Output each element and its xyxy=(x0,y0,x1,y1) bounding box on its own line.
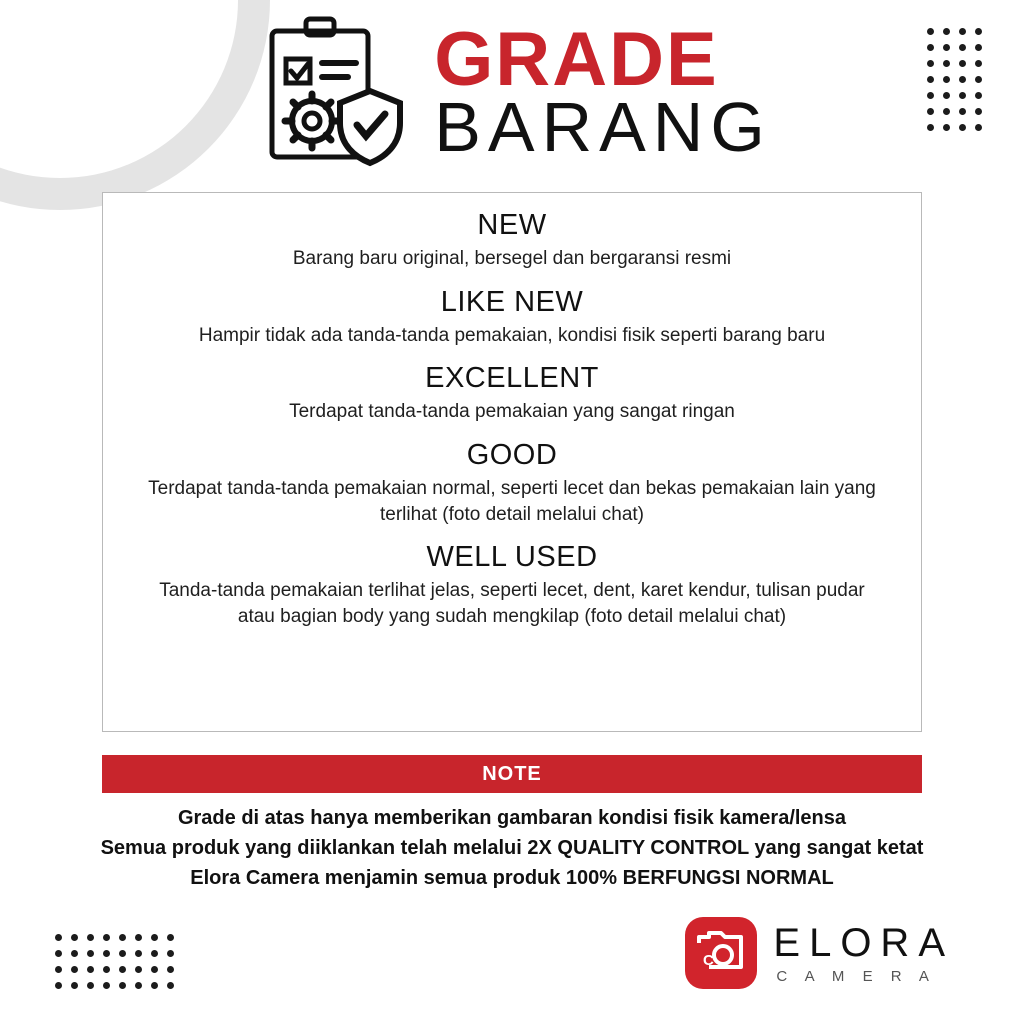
svg-text:C: C xyxy=(703,952,715,969)
dot xyxy=(55,934,62,941)
dot xyxy=(119,934,126,941)
dot xyxy=(167,950,174,957)
dot xyxy=(167,982,174,989)
dot xyxy=(927,76,934,83)
grade-list-panel xyxy=(102,192,922,732)
grade-description: Tanda-tanda pemakaian terlihat jelas, seperti lecet, dent, karet kendur, tulisan pudar atau bagian body yang sudah mengkilap (foto detail melalui chat) xyxy=(159,580,865,627)
dot xyxy=(959,44,966,51)
brand-logo xyxy=(685,917,954,989)
dot xyxy=(959,76,966,83)
brand-name: ELORA xyxy=(773,920,954,965)
dot xyxy=(959,60,966,67)
grade-description: Terdapat tanda-tanda pemakaian yang sangat ringan xyxy=(289,401,735,423)
brand-text xyxy=(773,920,954,985)
dot xyxy=(151,934,158,941)
dot xyxy=(975,92,982,99)
title-line-grade: GRADE xyxy=(434,17,719,103)
grade-name: EXCELLENT xyxy=(425,362,599,395)
dot xyxy=(55,982,62,989)
title-line-barang: BARANG xyxy=(434,88,772,167)
clipboard-gear-shield-icon xyxy=(252,13,412,173)
dot xyxy=(119,982,126,989)
brand-subtitle: C A M E R A xyxy=(776,967,936,985)
dot xyxy=(975,60,982,67)
dot xyxy=(167,934,174,941)
dot xyxy=(927,108,934,115)
header-inner xyxy=(252,13,772,173)
dot xyxy=(943,108,950,115)
dot xyxy=(975,44,982,51)
dot xyxy=(119,950,126,957)
dot xyxy=(927,92,934,99)
dot xyxy=(119,966,126,973)
dot xyxy=(975,76,982,83)
dot xyxy=(959,108,966,115)
dot xyxy=(943,124,950,131)
dot xyxy=(135,950,142,957)
grade-name: WELL USED xyxy=(426,541,598,574)
dot xyxy=(103,934,110,941)
dot xyxy=(943,92,950,99)
dot xyxy=(167,966,174,973)
grade-item-well-used xyxy=(137,541,887,629)
dot xyxy=(135,982,142,989)
dot xyxy=(151,950,158,957)
dot xyxy=(55,966,62,973)
dot xyxy=(975,108,982,115)
dot xyxy=(927,124,934,131)
grade-description: Hampir tidak ada tanda-tanda pemakaian, kondisi fisik seperti barang baru xyxy=(198,324,826,346)
dot-grid-bottom-left xyxy=(55,934,174,989)
dot xyxy=(959,28,966,35)
dot xyxy=(71,950,78,957)
dot xyxy=(943,28,950,35)
dot xyxy=(943,44,950,51)
note-header-bar xyxy=(102,755,922,793)
grade-item-excellent xyxy=(137,362,887,425)
note-line: Semua produk yang diiklankan telah melalui 2X QUALITY CONTROL yang sangat ketat xyxy=(100,837,924,859)
dot xyxy=(87,982,94,989)
dot xyxy=(71,934,78,941)
grade-description: Terdapat tanda-tanda pemakaian normal, seperti lecet dan bekas pemakaian lain yang terlihat (foto detail melalui chat) xyxy=(148,477,876,525)
dot xyxy=(87,950,94,957)
note-label: NOTE xyxy=(482,762,542,785)
grade-name: NEW xyxy=(477,209,547,241)
dot xyxy=(135,966,142,973)
dot xyxy=(975,124,982,131)
dot xyxy=(943,76,950,83)
dot xyxy=(87,966,94,973)
header xyxy=(0,0,1024,185)
note-line: Grade di atas hanya memberikan gambaran kondisi fisik kamera/lensa xyxy=(177,807,847,829)
dot xyxy=(103,982,110,989)
dot xyxy=(71,982,78,989)
dot xyxy=(103,966,110,973)
dot xyxy=(103,950,110,957)
dot xyxy=(927,44,934,51)
dot xyxy=(959,92,966,99)
note-body xyxy=(62,803,962,893)
grade-description: Barang baru original, bersegel dan bergaransi resmi xyxy=(292,248,732,269)
dot xyxy=(55,950,62,957)
camera-logo-icon xyxy=(685,917,757,989)
page-title xyxy=(434,17,772,167)
dot xyxy=(959,124,966,131)
grade-item-good xyxy=(137,439,887,527)
note-line: Elora Camera menjamin semua produk 100% BERFUNGSI NORMAL xyxy=(190,867,834,889)
grade-item-new xyxy=(137,209,887,272)
grade-name: GOOD xyxy=(466,438,558,471)
dot xyxy=(87,934,94,941)
dot xyxy=(927,60,934,67)
dot xyxy=(151,966,158,973)
dot xyxy=(927,28,934,35)
dot xyxy=(135,934,142,941)
dot xyxy=(975,28,982,35)
grade-name: LIKE NEW xyxy=(440,285,584,318)
dot xyxy=(151,982,158,989)
dot xyxy=(71,966,78,973)
dot-grid-top-right xyxy=(927,28,982,131)
grade-item-like-new xyxy=(137,286,887,349)
dot xyxy=(943,60,950,67)
